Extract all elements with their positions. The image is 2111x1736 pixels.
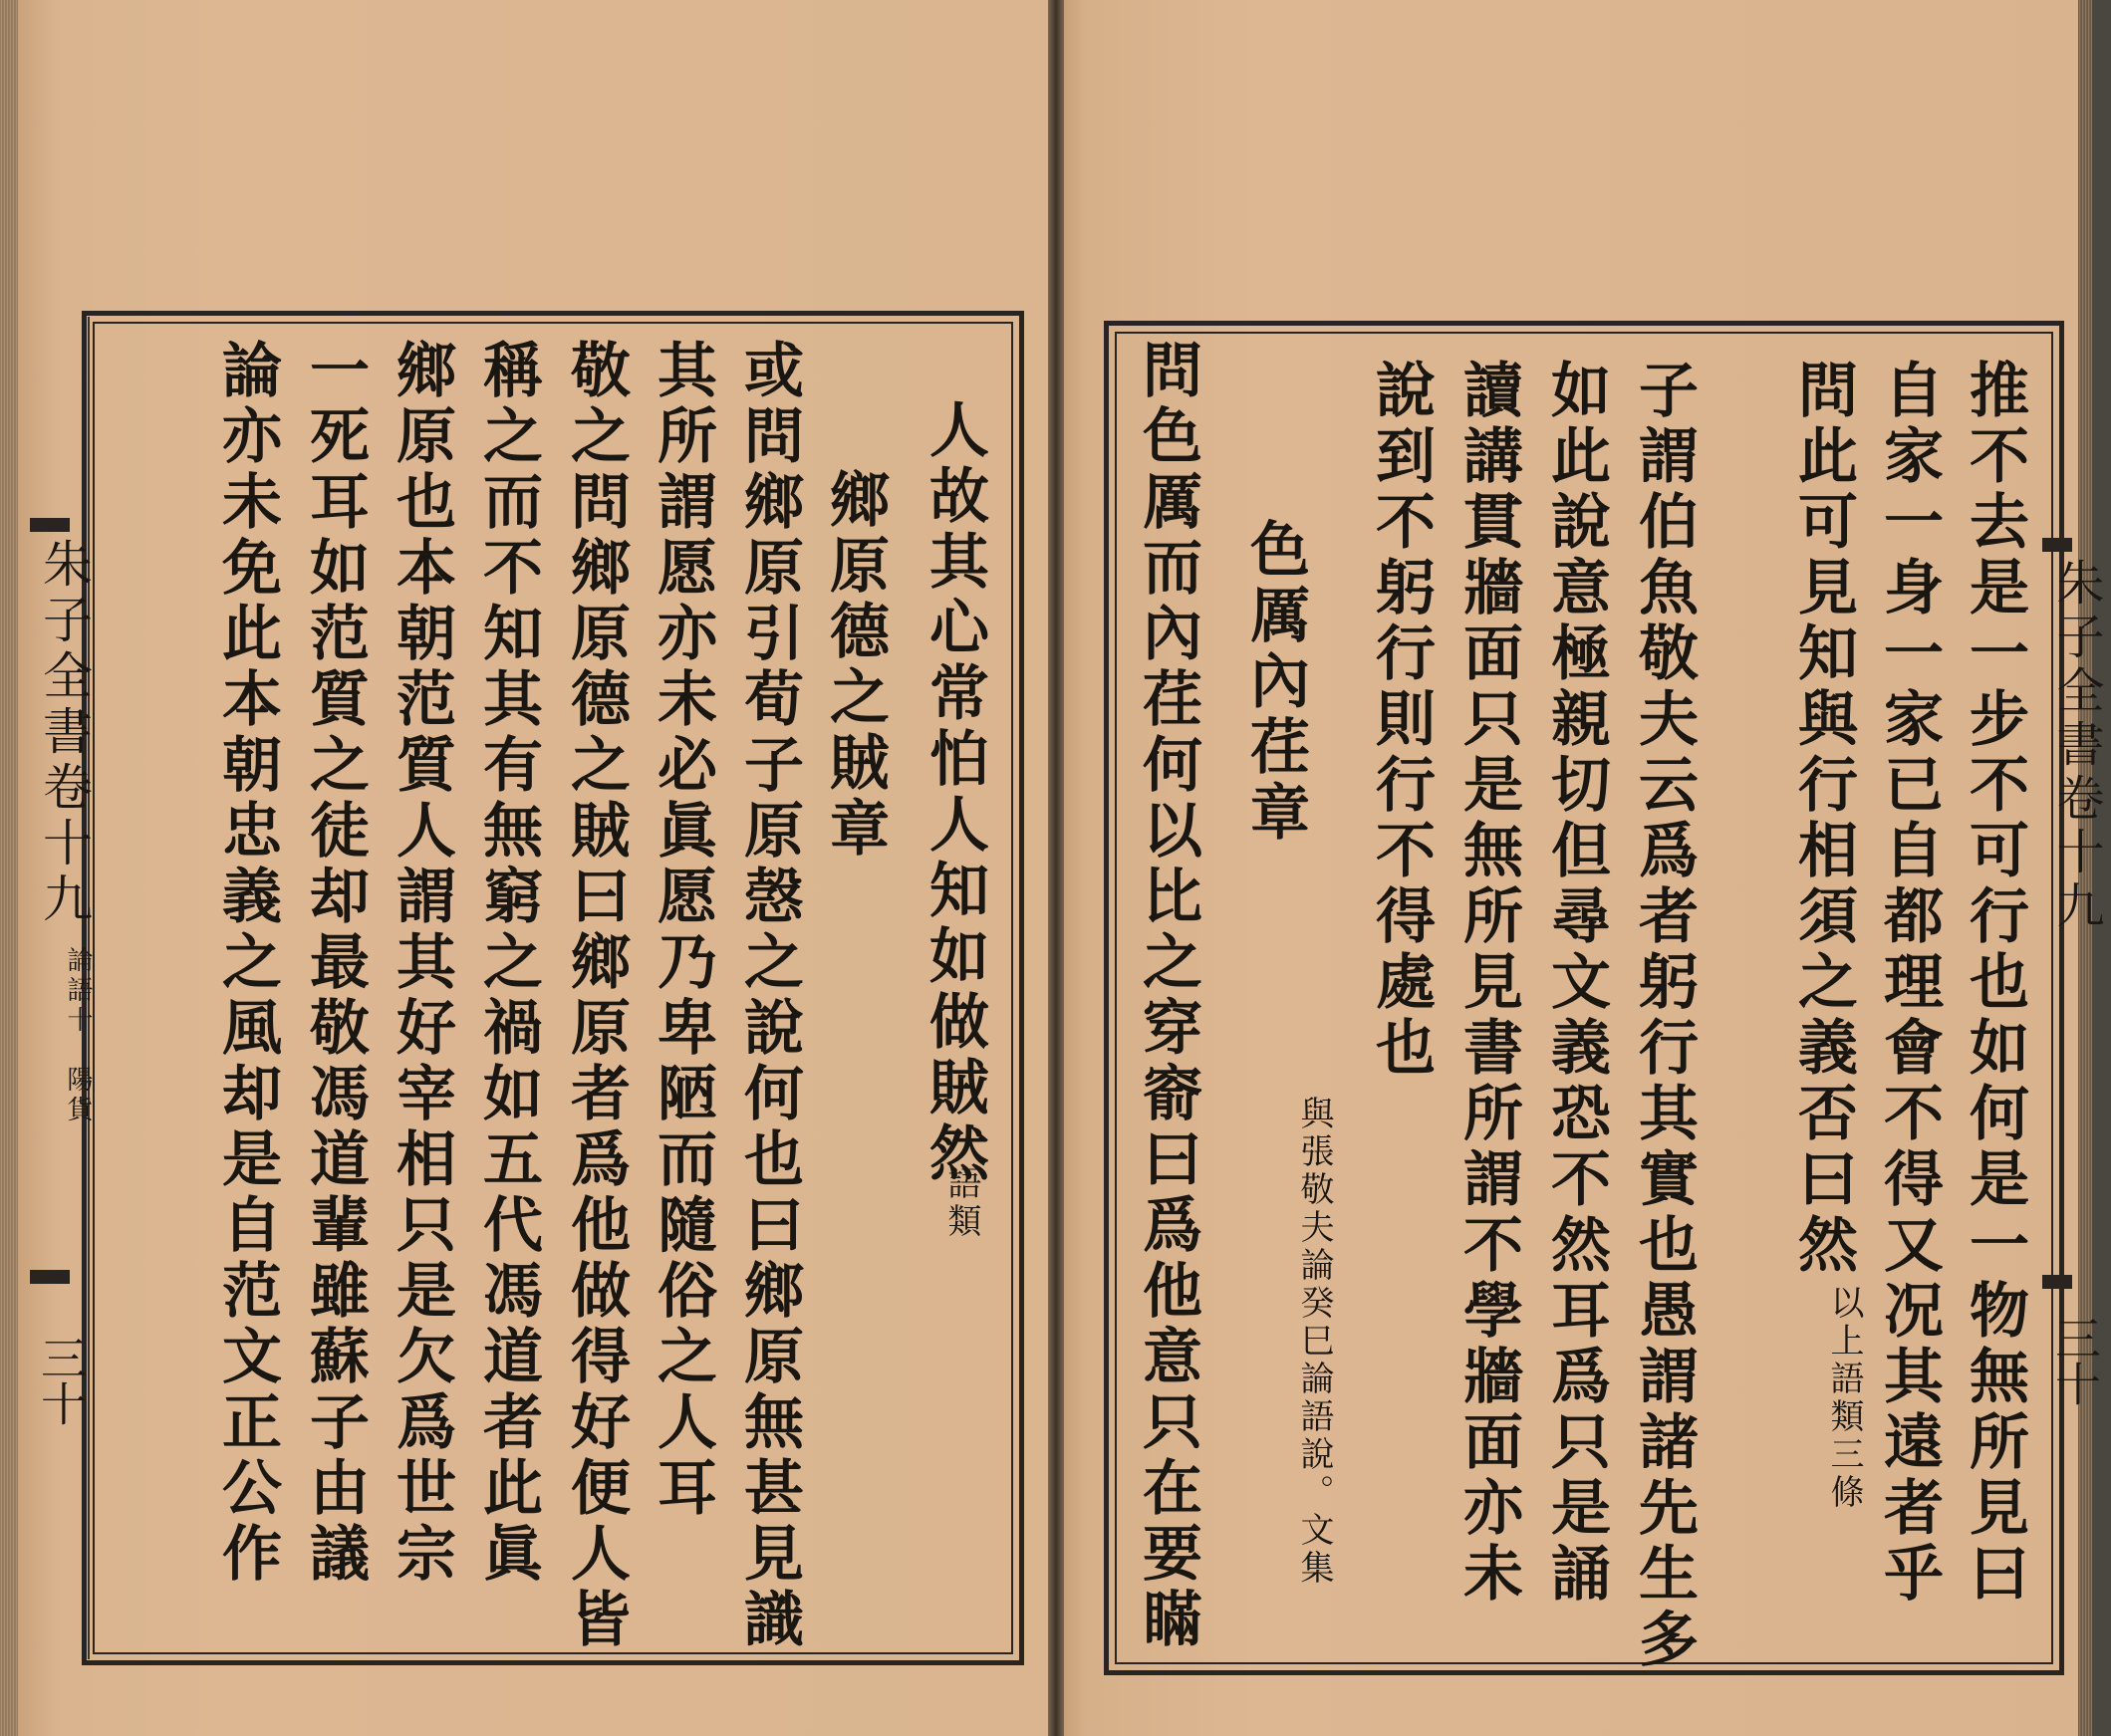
left-column-4: 其所謂愿亦未必眞愿乃卑陋而隨俗之人耳 [648, 339, 717, 1522]
left-column-9: 論亦未免此本朝忠義之風却是自范文正公作 [212, 339, 282, 1588]
right-fish-tail-bottom [2042, 1275, 2072, 1289]
right-column-8: 色厲內荏章 [1240, 518, 1310, 847]
right-column-5: 如此說意極親切但尋文義恐不然耳爲只是誦 [1541, 359, 1611, 1608]
right-column-2: 自家一身一家已自都理會不得又况其遠者乎 [1874, 359, 1944, 1608]
right-column-9: 問色厲而內荏何以比之穿窬曰爲他意只在要瞞 [1133, 339, 1202, 1653]
right-column-4: 子謂伯魚敬夫云爲者躬行其實也愚謂諸先生多 [1629, 359, 1699, 1673]
left-fish-tail-bottom [30, 1270, 70, 1284]
book-gutter [1048, 0, 1064, 1736]
right-column-6: 讀講貫牆面只是無所見書所謂不學牆面亦未 [1453, 359, 1523, 1608]
right-fish-tail-top [2042, 538, 2072, 552]
left-margin-section: 論語十 陽貨 [63, 946, 93, 1125]
right-column-7-note: 與張敬夫論癸巳論語說。文集 [1294, 1096, 1334, 1588]
right-margin-folio: 三十 [2048, 1315, 2102, 1406]
left-column-2: 鄉原德之賊章 [820, 468, 890, 863]
left-column-3: 或問鄉原引荀子原愨之說何也曰鄉原無甚見識 [734, 339, 804, 1653]
right-column-7: 說到不躬行則行不得處也 [1366, 359, 1436, 1082]
right-column-3-note: 以上語類三條 [1824, 1285, 1864, 1512]
right-column-3: 問此可見知與行相須之義否曰然 [1788, 359, 1858, 1279]
left-margin-title: 朱子全書卷十九 [35, 538, 93, 928]
left-column-8: 一死耳如范質之徒却最敬馮道輩雖蘇子由議 [300, 339, 370, 1588]
left-fish-tail-top [30, 518, 70, 532]
left-column-7: 鄉原也本朝范質人謂其好宰相只是欠爲世宗 [387, 339, 456, 1588]
left-column-6: 稱之而不知其有無窮之禍如五代馮道者此眞 [473, 339, 543, 1588]
right-column-1: 推不去是一步不可行也如何是一物無所見曰 [1960, 359, 2029, 1608]
right-margin-title: 朱子全書卷十九 [2048, 558, 2104, 934]
left-margin-folio: 三十 [34, 1335, 88, 1426]
left-column-1-note: 語類 [941, 1165, 981, 1241]
left-column-5: 敬之問鄉原德之賊曰鄉原者爲他做得好便人皆 [561, 339, 631, 1653]
left-column-1: 人故其心常怕人知如做賊然 [920, 398, 989, 1187]
